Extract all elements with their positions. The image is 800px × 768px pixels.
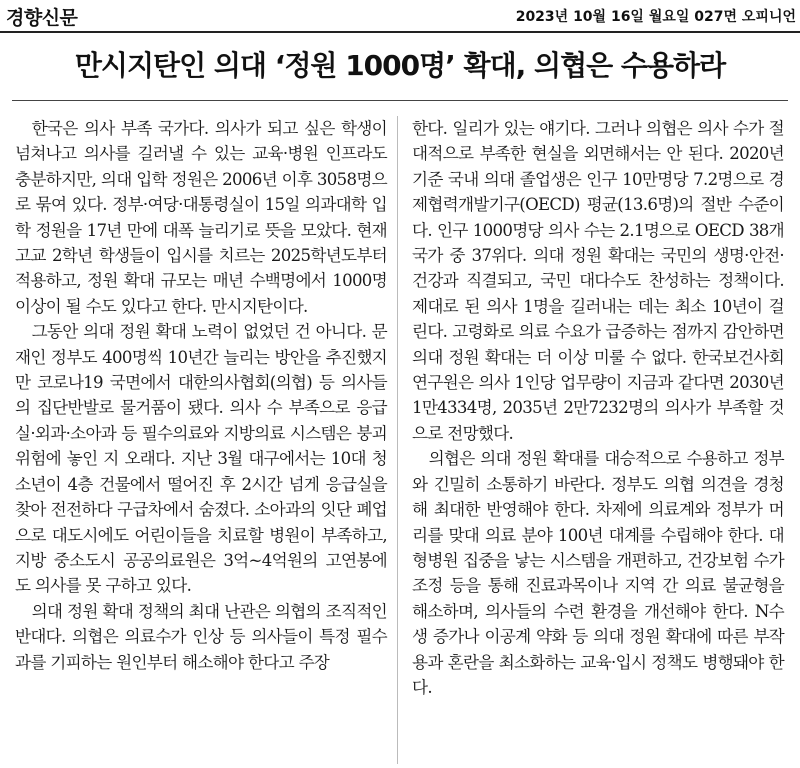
paragraph: 그동안 의대 정원 확대 노력이 없었던 건 아니다. 문재인 정부도 400명씩 10년간 늘리는 방안을 추진했지만 코로나19 국면에서 대한의사협회(의협) 등 의사들의 집단반발로 물거품이 됐다. 의사 수 부족으로 응급실·외과·소아과 등 필수의료와 지방의료 시스템은 붕괴 위험에 놓인 지 오래다. 지난 3월 대구에서는 10대 청소년이 4층 건물에서 떨어진 후 2시간 넘게 응급실을 찾아 전전하다 구급차에서 숨졌다. 소아과의 잇단 폐업으로 대도시에도 어린이들을 치료할 병원이 부족하고, 지방 중소도시 공공의료원은 3억~4억원의 고연봉에도 의사를 못 구하고 있다. [15,322,387,596]
paragraph: 의대 정원 확대 정책의 최대 난관은 의협의 조직적인 반대다. 의협은 의료수가 인상 등 의사들이 특정 필수과를 기피하는 원인부터 해소해야 한다고 주장 [15,601,387,672]
column-divider [397,116,398,764]
article-column-right [412,116,784,700]
masthead-bar [0,0,800,32]
article-column-left [15,116,387,675]
headline-divider [12,100,788,101]
dateline: 2023년 10월 16일 월요일 027면 오피니언 [515,9,796,25]
paragraph: 한국은 의사 부족 국가다. 의사가 되고 싶은 학생이 넘쳐나고 의사를 길러낼 수 있는 교육·병원 인프라도 충분하지만, 의대 입학 정원은 2006년 이후 3058명으로 묶여 있다. 정부·여당·대통령실이 15일 의과대학 입학 정원을 17년 만에 대폭 늘리기로 뜻을 모았다. 현재 고교 2학년 학생들이 입시를 치르는 2025학년도부터 적용하고, 정원 확대 규모는 매년 수백명에서 1000명 이상이 될 수도 있다고 한다. 만시지탄이다. [15,119,387,316]
paragraph: 의협은 의대 정원 확대를 대승적으로 수용하고 정부와 긴밀히 소통하기 바란다. 정부도 의협 의견을 경청해 최대한 반영해야 한다. 차제에 의료계와 정부가 머리를 맞대 의료 분야 100년 대계를 수립해야 한다. 대형병원 집중을 낳는 시스템을 개편하고, 건강보험 수가 조정 등을 통해 진료과목이나 지역 간 의료 불균형을 해소하며, 의사들의 수련 환경을 개선해야 한다. N수생 증가나 이공계 약화 등 의대 정원 확대에 따른 부작용과 혼란을 최소화하는 교육·입시 정책도 병행돼야 한다. [412,449,784,697]
newspaper-brand: 경향신문 [6,7,78,29]
paragraph-continued: 한다. 일리가 있는 얘기다. 그러나 의협은 의사 수가 절대적으로 부족한 현실을 외면해서는 안 된다. 2020년 기준 국내 의대 졸업생은 인구 10만명당 7.2명으로 경제협력개발기구(OECD) 평균(13.6명)의 절반 수준이다. 인구 1000명당 의사 수는 2.1명으로 OECD 38개 국가 중 37위다. 의대 정원 확대는 국민의 생명·안전·건강과 직결되고, 국민 대다수도 찬성하는 정책이다. 제대로 된 의사 1명을 길러내는 데는 최소 10년이 걸린다. 고령화로 의료 수요가 급증하는 점까지 감안하면 의대 정원 확대는 더 이상 미룰 수 없다. 한국보건사회연구원은 의사 1인당 업무량이 지금과 같다면 2030년 1만4334명, 2035년 2만7232명의 의사가 부족할 것으로 전망했다. [412,119,784,443]
masthead-divider [0,31,800,33]
article-headline: 만시지탄인 의대 ‘정원 1000명’ 확대, 의협은 수용하라 [74,49,726,82]
